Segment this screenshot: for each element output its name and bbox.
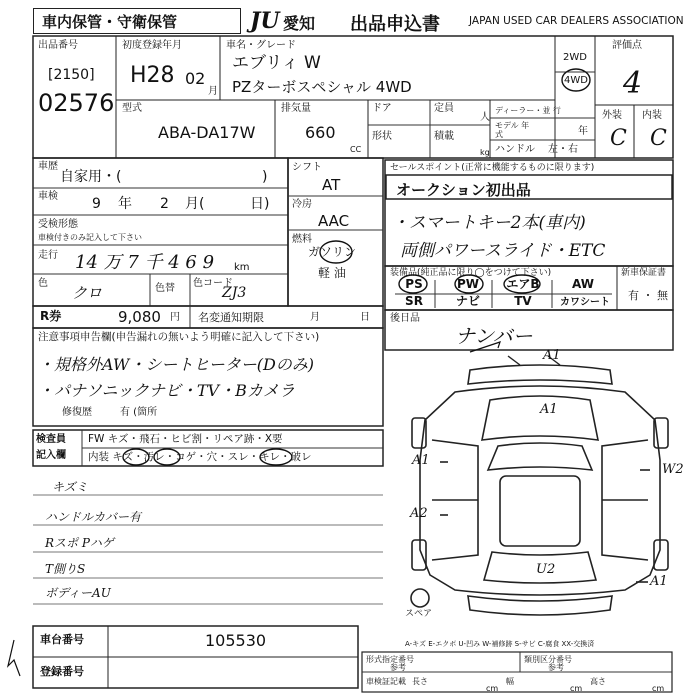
note-1: ・規格外AW・シートヒーター(Dのみ) [38, 355, 315, 374]
shift-value: AT [322, 176, 341, 194]
category-label: 類別区分番号 [524, 655, 572, 664]
spare-label: スペア [405, 609, 433, 619]
chassis-value: 105530 [205, 631, 267, 650]
insp-form-label: 受検形態 [38, 219, 78, 230]
drive-4wd: 4WD [564, 75, 588, 86]
mileage-value: 14 万 7 千 4 6 9 [75, 252, 215, 273]
after-label: 後日品 [390, 313, 420, 324]
era-year: H28 [130, 63, 175, 88]
dealer-label: ディーラー・並 行 [495, 106, 561, 115]
after-value: ナンバー [455, 324, 533, 348]
color-value: クロ [72, 284, 103, 302]
name-change-month: 月 [310, 312, 320, 323]
capacity-unit: 人 [480, 112, 490, 123]
logo-region: 愛知 [283, 14, 316, 33]
reg-month: 02 [185, 69, 206, 88]
equip-airbag: エアB [506, 277, 540, 291]
inspection-month: 2 [160, 196, 169, 212]
exterior-grade: C [610, 126, 627, 151]
note-2: ・パナソニックナビ・TV・Bカメラ [38, 381, 295, 400]
load-unit: kg [480, 148, 490, 157]
month-unit: 月 [208, 86, 218, 97]
listing-no: 02576 [38, 89, 115, 117]
type-approval-ref: 参考 [390, 663, 406, 672]
color-code-label: 色コード [193, 278, 233, 289]
hand-note-2: ハンドルカバー有 [45, 510, 142, 524]
new-car-label: 新車保証書 [621, 268, 667, 278]
cooling-value: AAC [318, 212, 350, 230]
notes-label: 注意事項申告欄(申告漏れの無いよう明確に記入して下さい) [38, 331, 320, 343]
fuel-options: ガソリン [308, 245, 357, 259]
inspection-label: 車検 [38, 191, 58, 202]
sales-line-1: ・スマートキー2本(車内) [392, 213, 586, 233]
category-ref: 参考 [548, 663, 564, 672]
diagram-mark-3: A1 [412, 453, 430, 468]
insp-form-note: 車検付きのみ記入して下さい [38, 233, 142, 242]
model-label: 車名・グレード [226, 40, 296, 51]
score: 4 [623, 66, 643, 101]
sales-line-2: 両側パワースライド・ETC [400, 241, 606, 261]
equip-sr: SR [405, 294, 423, 308]
shape-label: 形状 [372, 131, 392, 142]
repair-label: 修復歴 [62, 407, 92, 418]
drive-2wd: 2WD [563, 52, 587, 63]
length-label: 長さ [412, 677, 428, 686]
damage-legend: A-キズ E-エクボ U-凹み W-補修跡 S-サビ C-腐食 XX-交換済 [405, 640, 595, 648]
r-ticket-label: R券 [40, 309, 62, 323]
interior-grade: C [650, 126, 667, 151]
fuel-light-oil: 軽 油 [318, 266, 346, 280]
diagram-mark-4: A2 [410, 506, 428, 521]
inspection-day-unit: 日) [250, 196, 270, 212]
equip-ps: PS [405, 277, 423, 291]
inspector-label-2: 記入欄 [36, 450, 66, 461]
equip-pw: PW [456, 277, 480, 291]
grade: PZターボスペシャル 4WD [232, 78, 412, 96]
handle-label: ハンドル [495, 144, 535, 155]
load-label: 積載 [434, 131, 454, 142]
inspection-year: 9 [92, 196, 101, 212]
height-unit: cm [652, 684, 665, 693]
width-unit: cm [570, 684, 583, 693]
hand-note-1: キズミ [52, 480, 88, 494]
diagram-mark-7: A1 [650, 574, 668, 589]
repair-options: 有 (箇所 [120, 407, 158, 418]
diagram-mark-5: W2 [662, 462, 684, 477]
r-ticket-value: 9,080 [118, 308, 161, 326]
inspector-interior-line: 内装 キズ・汚レ・コゲ・穴・スレ・キレ・破レ [88, 451, 312, 463]
shift-label: シフト [292, 162, 322, 173]
r-ticket-unit: 円 [170, 312, 180, 323]
hand-note-4: T側りS [45, 562, 86, 576]
cooling-label: 冷房 [292, 199, 312, 210]
new-car-options: 有 ・ 無 [628, 289, 668, 302]
model-year-unit: 年 [578, 126, 588, 137]
diagram-mark-2: A1 [540, 402, 558, 417]
listing-no-label: 出品番号 [38, 40, 78, 51]
diagram-mark-6: U2 [536, 562, 556, 577]
fuel-label: 燃料 [292, 234, 312, 245]
storage-type: 車内保管・守衛保管 [42, 13, 178, 31]
color-code-value: ZJ3 [222, 285, 247, 301]
inspector-fw-line: FW キズ・飛石・ヒビ割・リペア跡・X要 [88, 433, 283, 445]
name-change-label: 名変通知期限 [198, 311, 264, 324]
door-label: ドア [372, 103, 392, 114]
inspection-year-unit: 年 [118, 196, 132, 212]
interior-label: 内装 [642, 110, 662, 121]
dims-label: 車検証記載 [366, 677, 406, 686]
history-label: 車歴 [38, 161, 58, 172]
color-label: 色 [38, 278, 48, 289]
history-close: ) [262, 169, 268, 185]
handle-options: 左・右 [548, 144, 578, 155]
equip-leather-seat: カワシート [560, 297, 610, 308]
equip-aw: AW [572, 277, 594, 291]
displacement-label: 排気量 [281, 103, 311, 114]
inspection-month-unit: 月( [185, 196, 205, 212]
mileage-label: 走行 [38, 250, 58, 261]
capacity-label: 定員 [434, 103, 454, 114]
length-unit: cm [486, 684, 499, 693]
exterior-label: 外装 [602, 110, 622, 121]
chassis-label: 車台番号 [40, 633, 84, 646]
equip-navi: ナビ [455, 294, 480, 308]
type-value: ABA-DA17W [158, 123, 256, 142]
org-name: JAPAN USED CAR DEALERS ASSOCIATION [469, 15, 684, 27]
hand-note-3: Rスポ Pハゲ [45, 536, 114, 550]
ju-logo: JU [250, 8, 280, 34]
equip-tv: TV [514, 294, 532, 308]
diagram-mark-1: A1 [543, 348, 561, 363]
displacement-unit: CC [350, 145, 362, 154]
lot-code: [2150] [48, 67, 95, 83]
type-approval-label: 形式指定番号 [366, 655, 414, 664]
sales-headline: オークション初出品 [396, 181, 531, 199]
first-reg-label: 初度登録年月 [122, 40, 182, 51]
width-label: 幅 [506, 677, 514, 686]
type-label: 型式 [122, 103, 142, 114]
name-change-day: 日 [360, 312, 370, 323]
inspector-label-1: 検査員 [36, 434, 66, 445]
height-label: 高さ [590, 677, 606, 686]
equipment-label: 装備品(純正品に限り◯をつけて下さい) [390, 268, 552, 278]
sales-points-label: セールスポイント(正常に機能するものに限ります) [390, 163, 595, 173]
registration-label: 登録番号 [40, 665, 84, 678]
model-year-label: モデル 年式 [495, 121, 530, 139]
displacement-value: 660 [305, 123, 336, 142]
model-name: エブリィ W [232, 53, 321, 73]
history-value: 自家用・( [60, 169, 122, 185]
score-label: 評価点 [612, 40, 642, 51]
form-title: 出品申込書 [350, 14, 440, 35]
color-change-label: 色替 [155, 283, 175, 294]
hand-note-5: ボディーAU [45, 586, 111, 600]
mileage-unit: km [234, 262, 250, 273]
